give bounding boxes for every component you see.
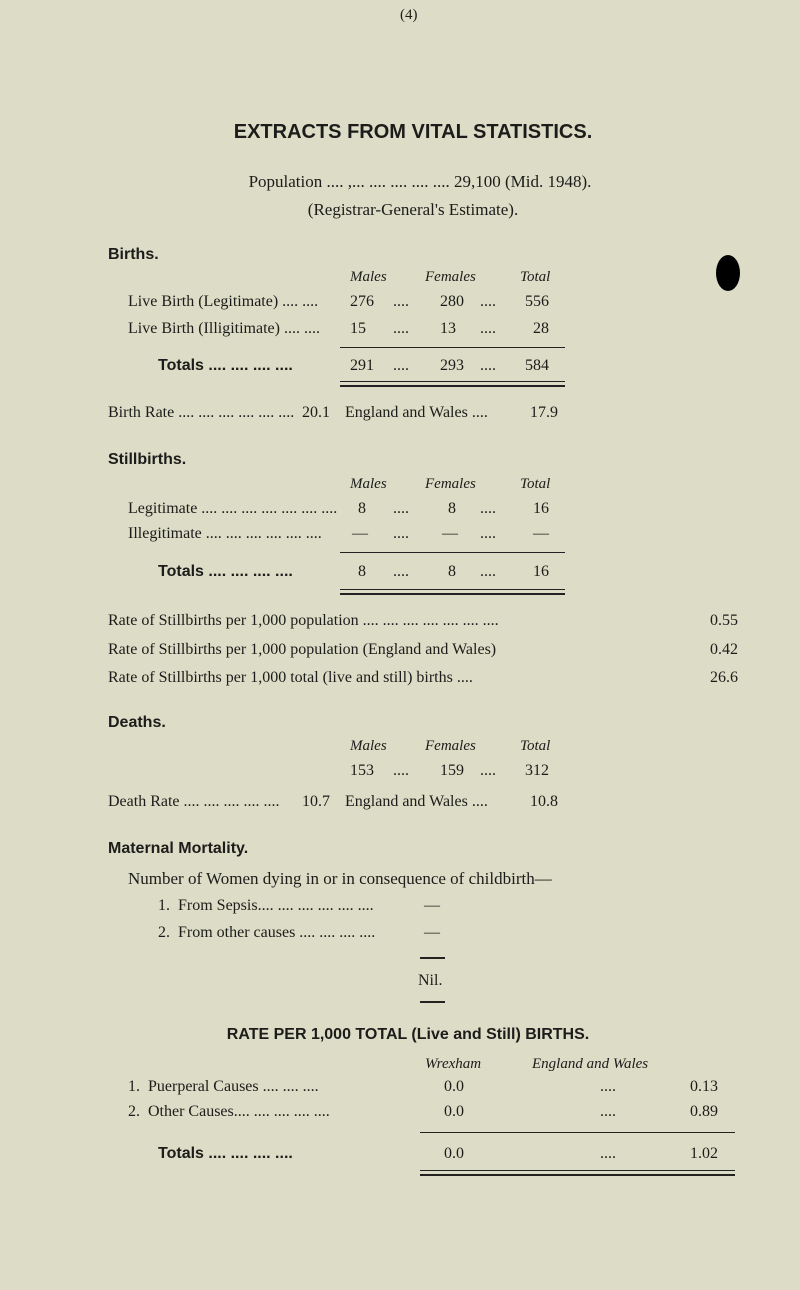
total-value: — <box>533 525 549 542</box>
leader-dots: .... <box>480 320 496 337</box>
stillbirths-header-total: Total <box>520 476 551 492</box>
total-value: 312 <box>525 762 549 779</box>
leader-dots: .... <box>393 500 409 517</box>
leader-dots: .... <box>600 1103 616 1120</box>
row-label: Live Birth (Legitimate) .... .... <box>128 293 319 310</box>
leader-dots: .... <box>393 357 409 374</box>
rate-value: 26.6 <box>710 669 738 686</box>
double-rule <box>340 381 565 387</box>
leader-dots: .... <box>393 320 409 337</box>
population-line: Population .... ,... .... .... .... .... 29,100 (Mid. 1948). <box>248 172 592 191</box>
header-england-wales: England and Wales <box>532 1056 649 1072</box>
totals-label: Totals .... .... .... .... <box>158 357 293 374</box>
double-rule <box>340 589 565 595</box>
leader-dots: .... <box>480 762 496 779</box>
maternal-total: Nil. <box>418 972 443 989</box>
total-value: 556 <box>525 293 549 310</box>
total-value: 16 <box>533 563 549 580</box>
leader-dots: .... <box>480 357 496 374</box>
death-rate-label: Death Rate .... .... .... .... .... <box>108 793 280 810</box>
item-value: — <box>424 897 440 914</box>
rate-table-heading: RATE PER 1,000 TOTAL (Live and Still) BIRTHS. <box>226 1026 590 1043</box>
females-value: — <box>442 525 458 542</box>
rate-label: Rate of Stillbirths per 1,000 population (England and Wales) <box>108 641 497 658</box>
rule <box>420 957 445 959</box>
total-value: 28 <box>533 320 549 337</box>
females-value: 8 <box>448 563 456 580</box>
row-label: Live Birth (Illigitimate) .... .... <box>128 320 320 337</box>
leader-dots: .... <box>393 293 409 310</box>
birth-rate-label: Birth Rate .... .... .... .... .... .... <box>108 404 295 421</box>
item-label: 1. From Sepsis.... .... .... .... .... .... <box>158 897 374 914</box>
rate-value: 0.55 <box>710 612 738 629</box>
maternal-intro: Number of Women dying in or in consequence of childbirth— <box>128 869 552 888</box>
leader-dots: .... <box>480 563 496 580</box>
leader-dots: .... <box>480 525 496 542</box>
ink-blot <box>716 255 740 291</box>
males-value: 8 <box>358 563 366 580</box>
wrexham-value: 0.0 <box>444 1078 464 1095</box>
comparison-label: England and Wales .... <box>345 793 488 810</box>
item-label: 2. From other causes .... .... .... .... <box>158 924 376 941</box>
row-label: 1. Puerperal Causes .... .... .... <box>128 1078 319 1095</box>
males-value: 153 <box>350 762 374 779</box>
wrexham-value: 0.0 <box>444 1103 464 1120</box>
stillbirths-heading: Stillbirths. <box>108 451 187 468</box>
rule <box>340 552 565 553</box>
england-value: 1.02 <box>690 1145 718 1162</box>
stillbirths-header-females: Females <box>425 476 476 492</box>
births-header-males: Males <box>350 269 387 285</box>
females-value: 293 <box>440 357 464 374</box>
rate-label: Rate of Stillbirths per 1,000 population .... .... .... .... .... .... .... <box>108 612 499 629</box>
leader-dots: .... <box>393 762 409 779</box>
comparison-label: England and Wales .... <box>345 404 488 421</box>
births-header-females: Females <box>425 269 476 285</box>
females-value: 280 <box>440 293 464 310</box>
males-value: 291 <box>350 357 374 374</box>
total-value: 584 <box>525 357 549 374</box>
leader-dots: .... <box>480 293 496 310</box>
males-value: 15 <box>350 320 366 337</box>
deaths-header-total: Total <box>520 738 551 754</box>
females-value: 159 <box>440 762 464 779</box>
females-value: 8 <box>448 500 456 517</box>
males-value: — <box>352 525 368 542</box>
females-value: 13 <box>440 320 456 337</box>
leader-dots: .... <box>393 525 409 542</box>
leader-dots: .... <box>600 1145 616 1162</box>
comparison-value: 17.9 <box>530 404 558 421</box>
rate-value: 0.42 <box>710 641 738 658</box>
england-value: 0.13 <box>690 1078 718 1095</box>
row-label: 2. Other Causes.... .... .... .... .... <box>128 1103 330 1120</box>
leader-dots: .... <box>393 563 409 580</box>
leader-dots: .... <box>480 500 496 517</box>
birth-rate-value: 20.1 <box>302 404 330 421</box>
deaths-header-males: Males <box>350 738 387 754</box>
page-title: EXTRACTS FROM VITAL STATISTICS. <box>233 121 593 143</box>
row-label: Illegitimate .... .... .... .... .... .... <box>128 525 322 542</box>
header-wrexham: Wrexham <box>425 1056 482 1072</box>
rate-label: Rate of Stillbirths per 1,000 total (live and still) births .... <box>108 669 473 686</box>
england-value: 0.89 <box>690 1103 718 1120</box>
death-rate-value: 10.7 <box>302 793 330 810</box>
rule <box>340 347 565 348</box>
wrexham-value: 0.0 <box>444 1145 464 1162</box>
population-note: (Registrar-General's Estimate). <box>307 200 519 219</box>
rule <box>420 1132 735 1133</box>
deaths-header-females: Females <box>425 738 476 754</box>
totals-label: Totals .... .... .... .... <box>158 1145 293 1162</box>
totals-label: Totals .... .... .... .... <box>158 563 293 580</box>
comparison-value: 10.8 <box>530 793 558 810</box>
maternal-heading: Maternal Mortality. <box>108 840 249 857</box>
row-label: Legitimate .... .... .... .... .... .... .... <box>128 500 338 517</box>
leader-dots: .... <box>600 1078 616 1095</box>
births-heading: Births. <box>108 246 159 263</box>
stillbirths-header-males: Males <box>350 476 387 492</box>
total-value: 16 <box>533 500 549 517</box>
item-value: — <box>424 924 440 941</box>
deaths-heading: Deaths. <box>108 714 166 731</box>
page-number: (4) <box>400 7 418 23</box>
double-rule <box>420 1170 735 1176</box>
males-value: 8 <box>358 500 366 517</box>
births-header-total: Total <box>520 269 551 285</box>
males-value: 276 <box>350 293 374 310</box>
rule <box>420 1001 445 1003</box>
